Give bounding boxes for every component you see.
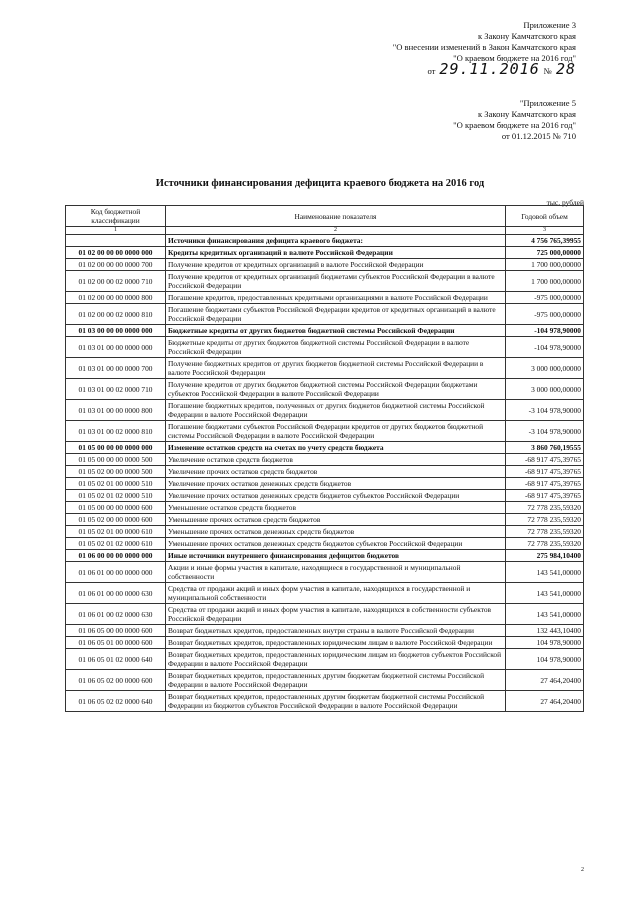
col-number-1: 1: [66, 227, 166, 235]
row-name: Получение кредитов от других бюджетов бюджетной системы Российской Федерации бюджетами субъектов Российской Федерации в валюте Российской Федерации: [166, 379, 506, 400]
table-row: [66, 421, 584, 442]
row-code: 01 06 01 00 00 0000 000: [66, 562, 166, 583]
row-value: -3 104 978,90000: [506, 421, 584, 442]
header-name: Наименование показателя: [166, 206, 506, 227]
row-value: 1 700 000,00000: [506, 259, 584, 271]
row-value: 3 860 760,19555: [506, 442, 584, 454]
appendix-5-line4: от 01.12.2015 № 710: [501, 131, 576, 141]
row-code: 01 06 05 00 00 0000 600: [66, 625, 166, 637]
row-value: 275 984,10400: [506, 550, 584, 562]
row-name: Возврат бюджетных кредитов, предоставленных другим бюджетам бюджетной системы Российской Федерации из бюджетов субъектов Российской Федерации в валюте Российской Федерации: [166, 691, 506, 712]
row-code: 01 03 01 00 00 0000 700: [66, 358, 166, 379]
table-row: [66, 358, 584, 379]
table-row: [66, 271, 584, 292]
row-name: Увеличение прочих остатков средств бюджетов: [166, 466, 506, 478]
row-value: 27 464,20400: [506, 691, 584, 712]
row-name: Возврат бюджетных кредитов, предоставленных юридическим лицам в валюте Российской Федерации: [166, 637, 506, 649]
row-code: 01 05 02 00 00 0000 600: [66, 514, 166, 526]
handwritten-date: 29.11.2016: [439, 60, 540, 78]
row-value: 3 000 000,00000: [506, 358, 584, 379]
row-code: [66, 235, 166, 247]
table-row: [66, 292, 584, 304]
row-name: Кредиты кредитных организаций в валюте Российской Федерации: [166, 247, 506, 259]
handwritten-number: 28: [555, 60, 576, 78]
row-code: 01 06 00 00 00 0000 000: [66, 550, 166, 562]
appendix-3-date-line: [393, 60, 576, 78]
row-code: 01 03 01 00 00 0000 000: [66, 337, 166, 358]
table-row: [66, 562, 584, 583]
appendix-5-line2: к Закону Камчатского края: [477, 109, 576, 119]
row-value: 725 000,00000: [506, 247, 584, 259]
row-value: -68 917 475,39765: [506, 454, 584, 466]
table-row: [66, 625, 584, 637]
table-row: [66, 247, 584, 259]
row-name: Погашение бюджетных кредитов, полученных от других бюджетов бюджетной системы Российской Федерации в валюте Российской Федерации: [166, 400, 506, 421]
col-number-2: 2: [166, 227, 506, 235]
row-code: 01 03 01 00 00 0000 800: [66, 400, 166, 421]
row-code: 01 03 00 00 00 0000 000: [66, 325, 166, 337]
table-row: [66, 490, 584, 502]
row-value: -104 978,90000: [506, 325, 584, 337]
row-name: Уменьшение прочих остатков денежных средств бюджетов: [166, 526, 506, 538]
row-value: -68 917 475,39765: [506, 466, 584, 478]
row-code: 01 03 01 00 02 0000 710: [66, 379, 166, 400]
row-value: 132 443,10400: [506, 625, 584, 637]
row-name: Увеличение прочих остатков денежных средств бюджетов: [166, 478, 506, 490]
table-row: [66, 550, 584, 562]
row-value: 3 000 000,00000: [506, 379, 584, 400]
row-value: 72 778 235,59320: [506, 502, 584, 514]
row-code: 01 05 00 00 00 0000 500: [66, 454, 166, 466]
row-code: 01 06 01 00 02 0000 630: [66, 604, 166, 625]
row-code: 01 02 00 00 00 0000 800: [66, 292, 166, 304]
row-value: -975 000,00000: [506, 292, 584, 304]
row-value: 72 778 235,59320: [506, 526, 584, 538]
row-code: 01 05 02 00 00 0000 500: [66, 466, 166, 478]
row-name: Возврат бюджетных кредитов, предоставленных другим бюджетам бюджетной системы Российской Федерации в валюте Российской Федерации: [166, 670, 506, 691]
units-label: тыс. рублей: [546, 198, 584, 207]
row-code: 01 05 02 01 02 0000 610: [66, 538, 166, 550]
row-code: 01 06 05 01 00 0000 600: [66, 637, 166, 649]
row-value: 104 978,90000: [506, 637, 584, 649]
row-code: 01 06 05 02 00 0000 600: [66, 670, 166, 691]
row-code: 01 05 00 00 00 0000 000: [66, 442, 166, 454]
table-row: [66, 379, 584, 400]
row-value: 27 464,20400: [506, 670, 584, 691]
header-code: Код бюджетной классификации: [66, 206, 166, 227]
appendix-3-line4: "О краевом бюджете на 2016 год": [453, 53, 576, 63]
appendix-3-line2: к Закону Камчатского края: [477, 31, 576, 41]
table-row: [66, 670, 584, 691]
row-name: Изменение остатков средств на счетах по учету средств бюджета: [166, 442, 506, 454]
table-row: [66, 502, 584, 514]
document-title: Источники финансирования дефицита краевого бюджета на 2016 год: [155, 178, 485, 189]
table-row: [66, 259, 584, 271]
row-code: 01 06 05 01 02 0000 640: [66, 649, 166, 670]
row-name: Погашение бюджетами субъектов Российской Федерации кредитов от кредитных организаций в валюте Российской Федерации: [166, 304, 506, 325]
table-row: [66, 442, 584, 454]
appendix-3-header: [393, 20, 576, 77]
row-name: Уменьшение прочих остатков денежных средств бюджетов субъектов Российской Федерации: [166, 538, 506, 550]
appendix-3-line3: "О внесении изменений в Закон Камчатского края: [392, 42, 576, 52]
row-value: -68 917 475,39765: [506, 478, 584, 490]
row-value: 72 778 235,59320: [506, 514, 584, 526]
row-value: 4 756 765,39955: [506, 235, 584, 247]
ot-label: от: [427, 66, 436, 76]
row-name: Возврат бюджетных кредитов, предоставленных юридическим лицам из бюджетов субъектов Российской Федерации в валюте Российской Федерации: [166, 649, 506, 670]
row-name: Источники финансирования дефицита краевого бюджета:: [166, 235, 506, 247]
table-row: [66, 526, 584, 538]
row-code: 01 02 00 00 02 0000 810: [66, 304, 166, 325]
row-name: Увеличение остатков средств бюджетов: [166, 454, 506, 466]
table-row: [66, 325, 584, 337]
row-value: 104 978,90000: [506, 649, 584, 670]
row-name: Получение кредитов от кредитных организаций бюджетами субъектов Российской Федерации в валюте Российской Федерации: [166, 271, 506, 292]
row-name: Погашение бюджетами субъектов Российской Федерации кредитов от других бюджетов бюджетной системы Российской Федерации в валюте Российской Федерации: [166, 421, 506, 442]
table-row: [66, 649, 584, 670]
row-value: 143 541,00000: [506, 583, 584, 604]
row-code: 01 06 05 02 02 0000 640: [66, 691, 166, 712]
table-row: [66, 337, 584, 358]
row-name: Получение бюджетных кредитов от других бюджетов бюджетной системы Российской Федерации в валюте Российской Федерации: [166, 358, 506, 379]
row-code: 01 05 02 01 00 0000 510: [66, 478, 166, 490]
table-row: [66, 604, 584, 625]
row-code: 01 03 01 00 02 0000 810: [66, 421, 166, 442]
row-value: 1 700 000,00000: [506, 271, 584, 292]
row-code: 01 05 02 01 00 0000 610: [66, 526, 166, 538]
row-name: Иные источники внутреннего финансирования дефицитов бюджетов: [166, 550, 506, 562]
column-number-row: [66, 227, 584, 235]
table-row: [66, 514, 584, 526]
table-row: [66, 235, 584, 247]
row-name: Бюджетные кредиты от других бюджетов бюджетной системы Российской Федерации в валюте Российской Федерации: [166, 337, 506, 358]
row-name: Акции и иные формы участия в капитале, находящиеся в государственной и муниципальной собственности: [166, 562, 506, 583]
table-row: [66, 583, 584, 604]
row-value: -104 978,90000: [506, 337, 584, 358]
row-code: 01 05 02 01 02 0000 510: [66, 490, 166, 502]
table-row: [66, 304, 584, 325]
row-value: -975 000,00000: [506, 304, 584, 325]
financing-table: [65, 205, 584, 712]
table-row: [66, 637, 584, 649]
row-name: Средства от продажи акций и иных форм участия в капитале, находящихся в государственной и муниципальной собственности: [166, 583, 506, 604]
row-name: Средства от продажи акций и иных форм участия в капитале, находящихся в собственности субъектов Российской Федерации: [166, 604, 506, 625]
col-number-3: 3: [506, 227, 584, 235]
row-name: Уменьшение прочих остатков средств бюджетов: [166, 514, 506, 526]
row-name: Бюджетные кредиты от других бюджетов бюджетной системы Российской Федерации: [166, 325, 506, 337]
row-value: 72 778 235,59320: [506, 538, 584, 550]
row-code: 01 02 00 00 00 0000 000: [66, 247, 166, 259]
row-name: Увеличение прочих остатков денежных средств бюджетов субъектов Российской Федерации: [166, 490, 506, 502]
row-value: 143 541,00000: [506, 562, 584, 583]
row-value: 143 541,00000: [506, 604, 584, 625]
table-row: [66, 538, 584, 550]
header-value: Годовой объем: [506, 206, 584, 227]
table-header-row: [66, 206, 584, 227]
appendix-3-line1: Приложение 3: [523, 20, 576, 30]
row-code: 01 05 00 00 00 0000 600: [66, 502, 166, 514]
appendix-5-line1: "Приложение 5: [519, 98, 576, 108]
table-row: [66, 454, 584, 466]
row-code: 01 06 01 00 00 0000 630: [66, 583, 166, 604]
row-value: -3 104 978,90000: [506, 400, 584, 421]
table-row: [66, 478, 584, 490]
row-value: -68 917 475,39765: [506, 490, 584, 502]
row-code: 01 02 00 00 00 0000 700: [66, 259, 166, 271]
row-name: Уменьшение остатков средств бюджетов: [166, 502, 506, 514]
row-name: Получение кредитов от кредитных организаций в валюте Российской Федерации: [166, 259, 506, 271]
row-name: Возврат бюджетных кредитов, предоставленных внутри страны в валюте Российской Федерации: [166, 625, 506, 637]
table-row: [66, 691, 584, 712]
row-name: Погашение кредитов, предоставленных кредитными организациями в валюте Российской Федерации: [166, 292, 506, 304]
corner-mark: 2: [581, 867, 584, 873]
table-row: [66, 466, 584, 478]
row-code: 01 02 00 00 02 0000 710: [66, 271, 166, 292]
appendix-5-header: [453, 98, 576, 142]
appendix-5-line3: "О краевом бюджете на 2016 год": [453, 120, 576, 130]
table-row: [66, 400, 584, 421]
number-label: №: [543, 66, 552, 76]
